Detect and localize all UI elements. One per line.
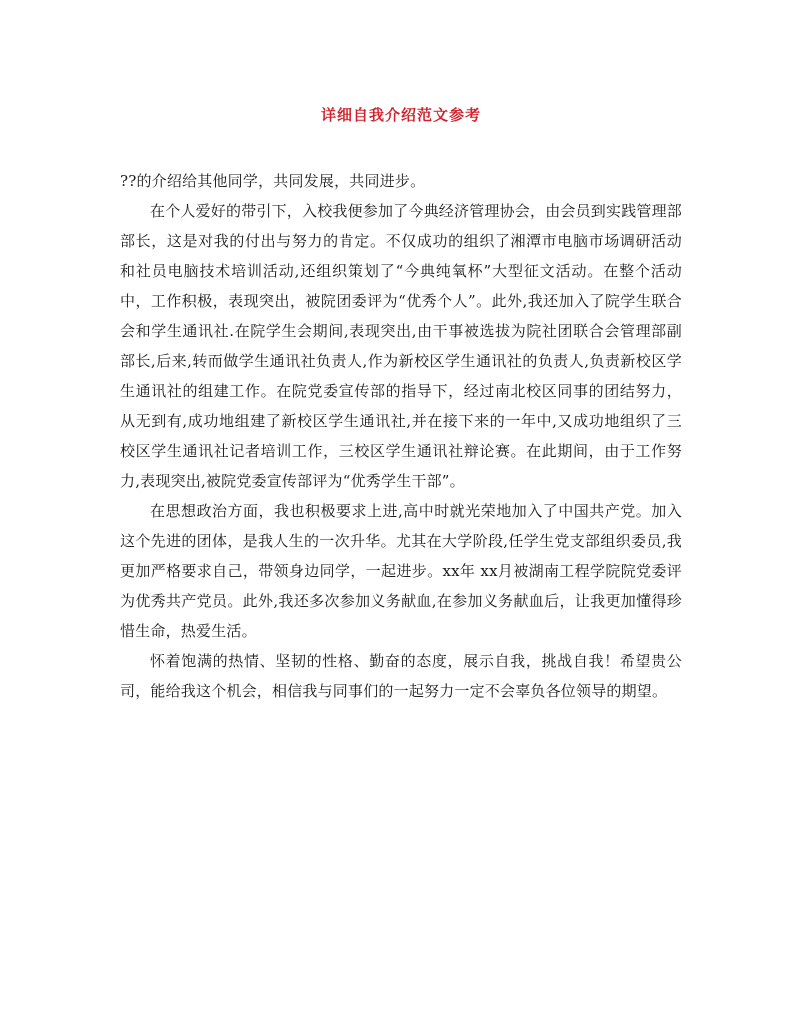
document-page [120, 100, 682, 706]
document-title: 详细自我介绍范文参考 [320, 106, 481, 124]
paragraph-1: ??的介绍给其他同学，共同发展，共同进步。 [120, 172, 426, 190]
paragraph-2: 在个人爱好的带引下，入校我便参加了今典经济管理协会，由会员到实践管理部部长，这是对我的付出与努力的肯定。不仅成功的组织了湘潭市电脑市场调研活动和社员电脑技术培训活动,还组织策划了“今典纯氧杯”大型征文活动。在整个活动中，工作积极，表现突出，被院团委评为“优秀个人”。此外,我还加入了院学生联合会和学生通讯社.在院学生会期间,表现突出,由干事被选拔为院社团联合会管理部副部长,后来,转而做学生通讯社负责人,作为新校区学生通讯社的负责人,负责新校区学生通讯社的组建工作。在院党委宣传部的指导下，经过南北校区同事的团结努力，从无到有,成功地组建了新校区学生通讯社,并在接下来的一年中,又成功地组织了三校区学生通讯社记者培训工作，三校区学生通讯社辩论赛。在此期间，由于工作努力,表现突出,被院党委宣传部评为“优秀学生干部”。 [120, 202, 683, 490]
paragraph-3: 在思想政治方面，我也积极要求上进,高中时就光荣地加入了中国共产党。加入这个先进的团体，是我人生的一次升华。尤其在大学阶段,任学生党支部组织委员,我更加严格要求自己，带领身边同学，一起进步。xx年 xx月被湖南工程学院院党委评为优秀共产党员。此外,我还多次参加义务献血,在参加义务献血后，让我更加懂得珍惜生命，热爱生活。 [120, 502, 682, 640]
paragraph-4: 怀着饱满的热情、坚韧的性格、勤奋的态度，展示自我，挑战自我！希望贵公司，能给我这个机会，相信我与同事们的一起努力一定不会辜负各位领导的期望。 [120, 652, 682, 700]
